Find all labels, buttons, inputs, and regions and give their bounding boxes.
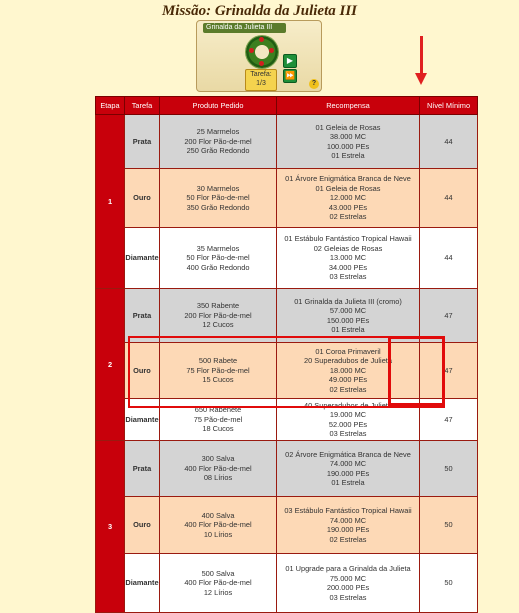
reward-line: 01 Árvore Enigmática Branca de Neve <box>285 174 411 184</box>
reward-line: 03 Estrelas <box>329 429 367 438</box>
product-line: 400 Flor Pão-de-mel <box>184 520 252 530</box>
task-progress-box <box>245 69 277 91</box>
tier-cell: Prata <box>125 289 160 343</box>
product-cell <box>160 169 277 228</box>
product-line: 650 Rabenete <box>194 405 242 415</box>
tier-cell: Diamante <box>125 399 160 441</box>
product-line: 12 Lírios <box>203 587 233 597</box>
highlight-box-level <box>388 336 445 406</box>
etapa-cell: 2 <box>96 289 125 441</box>
level-cell: 47 <box>420 399 478 441</box>
reward-line: 75.000 MC <box>329 573 367 583</box>
product-line: 50 Flor Pão-de-mel <box>186 193 250 203</box>
table-row <box>96 115 478 169</box>
product-line: 25 Marmelos <box>196 127 240 137</box>
reward-line: 150.000 PEs <box>326 315 370 325</box>
reward-line: 03 Estábulo Fantástico Tropical Hawaii <box>284 506 412 515</box>
level-cell: 50 <box>420 441 478 497</box>
reward-line: 40 Superadubos de Julieta <box>304 400 392 410</box>
product-line: 08 Lírios <box>203 473 233 483</box>
tier-cell: Diamante <box>125 228 160 289</box>
reward-line: 100.000 PEs <box>326 141 370 151</box>
reward-line: 18.000 MC <box>329 365 367 375</box>
reward-line: 49.000 PEs <box>328 375 368 385</box>
wreath-icon <box>246 36 278 68</box>
product-line: 75 Flor Pão-de-mel <box>186 365 250 375</box>
reward-line: 01 Upgrade para a Grinalda da Julieta <box>285 564 411 573</box>
reward-line: 52.000 PEs <box>328 419 368 429</box>
fast-forward-icon[interactable]: ⏩ <box>283 69 297 83</box>
table-row <box>96 289 478 343</box>
reward-line: 34.000 PEs <box>328 262 368 272</box>
product-cell <box>160 554 277 613</box>
tier-cell: Ouro <box>125 497 160 554</box>
etapa-cell: 3 <box>96 441 125 613</box>
product-line: 75 Pão-de-mel <box>193 414 243 424</box>
product-line: 50 Flor Pão-de-mel <box>186 253 250 263</box>
reward-cell <box>277 228 420 289</box>
play-icon[interactable]: ▶ <box>283 54 297 68</box>
reward-line: 190.000 PEs <box>326 468 370 478</box>
banner-mission-name: Grinalda da Julieta III <box>203 23 286 33</box>
product-line: 500 Rabete <box>198 356 238 366</box>
tier-cell: Ouro <box>125 169 160 228</box>
level-cell: 47 <box>420 343 478 399</box>
product-line: 30 Marmelos <box>196 183 240 193</box>
tier-cell: Diamante <box>125 554 160 613</box>
product-line: 200 Flor Pão-de-mel <box>184 310 252 320</box>
reward-line: 01 Coroa Primaveril <box>315 346 381 356</box>
header-etapa: Etapa <box>96 97 125 115</box>
reward-line: 02 Estrelas <box>329 384 367 394</box>
product-line: 500 Salva <box>201 568 235 578</box>
product-line: 400 Salva <box>201 510 235 520</box>
product-line: 350 Rabente <box>196 301 240 311</box>
annotation-arrow-icon <box>420 36 423 76</box>
reward-line: 13.000 MC <box>329 253 367 263</box>
reward-line: 02 Estrelas <box>329 212 367 222</box>
reward-line: 01 Geleia de Rosas <box>315 183 381 193</box>
level-cell: 44 <box>420 169 478 228</box>
product-cell <box>160 228 277 289</box>
mission-banner <box>196 20 322 92</box>
reward-line: 03 Estrelas <box>329 592 367 602</box>
reward-line: 01 Grinalda da Julieta III (cromo) <box>294 296 402 306</box>
reward-line: 190.000 PEs <box>326 525 370 534</box>
header-tarefa: Tarefa <box>125 97 160 115</box>
reward-line: 200.000 PEs <box>326 583 370 592</box>
reward-line: 20 Superadubos de Julieta <box>304 356 392 366</box>
task-progress: 1/3 <box>256 80 266 87</box>
annotation-arrow-head-icon <box>415 73 427 85</box>
reward-line: 02 Geleias de Rosas <box>313 243 383 253</box>
level-cell: 47 <box>420 289 478 343</box>
product-line: 15 Cucos <box>202 375 234 385</box>
task-label: Tarefa: <box>250 71 272 78</box>
help-icon[interactable]: ? <box>309 79 319 89</box>
product-line: 10 Lírios <box>203 529 233 539</box>
product-cell <box>160 115 277 169</box>
product-line: 400 Flor Pão-de-mel <box>184 463 252 473</box>
reward-line: 01 Estrela <box>331 478 365 487</box>
level-cell: 50 <box>420 497 478 554</box>
table-header-row <box>96 97 478 115</box>
product-line: 400 Grão Redondo <box>186 262 250 272</box>
reward-cell <box>277 289 420 343</box>
reward-cell <box>277 169 420 228</box>
table-row <box>96 228 478 289</box>
reward-line: 74.000 MC <box>329 515 367 525</box>
reward-line: 12.000 MC <box>329 193 367 203</box>
reward-line: 03 Estrelas <box>329 272 367 282</box>
level-cell: 50 <box>420 554 478 613</box>
product-cell <box>160 289 277 343</box>
header-recompensa: Recompensa <box>277 97 420 115</box>
table-row <box>96 169 478 228</box>
reward-line: 38.000 MC <box>329 132 367 141</box>
page-title: Missão: Grinalda da Julieta III <box>161 3 358 19</box>
product-line: 250 Grão Redondo <box>186 146 250 156</box>
product-line: 35 Marmelos <box>196 243 240 253</box>
product-line: 350 Grão Redondo <box>186 202 250 212</box>
product-line: 12 Cucos <box>202 320 234 330</box>
product-cell <box>160 441 277 497</box>
table-row <box>96 441 478 497</box>
product-cell <box>160 497 277 554</box>
reward-line: 01 Geleia de Rosas <box>315 122 381 132</box>
level-cell: 44 <box>420 115 478 169</box>
tier-cell: Prata <box>125 115 160 169</box>
product-line: 18 Cucos <box>202 424 234 434</box>
tier-cell: Ouro <box>125 343 160 399</box>
level-cell: 44 <box>420 228 478 289</box>
product-line: 400 Flor Pão-de-mel <box>184 578 252 588</box>
reward-cell <box>277 441 420 497</box>
reward-cell <box>277 115 420 169</box>
table-row <box>96 554 478 613</box>
reward-line: 02 Estrelas <box>329 534 367 544</box>
header-nivel: Nível Mínimo <box>420 97 478 115</box>
reward-line: 01 Estrela <box>331 325 365 334</box>
product-line: 300 Salva <box>201 454 235 464</box>
reward-line: 74.000 MC <box>329 459 367 468</box>
reward-line: 02 Árvore Enigmática Branca de Neve <box>285 449 411 459</box>
product-line: 200 Flor Pão-de-mel <box>184 136 252 146</box>
reward-cell <box>277 497 420 554</box>
reward-line: 19.000 MC <box>329 410 367 419</box>
header-produto: Produto Pedido <box>160 97 277 115</box>
reward-line: 43.000 PEs <box>328 202 368 212</box>
reward-cell <box>277 554 420 613</box>
tier-cell: Prata <box>125 441 160 497</box>
reward-line: 57.000 MC <box>329 306 367 315</box>
table-row <box>96 497 478 554</box>
reward-line: 01 Estrela <box>331 151 365 160</box>
etapa-cell: 1 <box>96 115 125 289</box>
reward-line: 01 Estábulo Fantástico Tropical Hawaii <box>284 234 412 244</box>
